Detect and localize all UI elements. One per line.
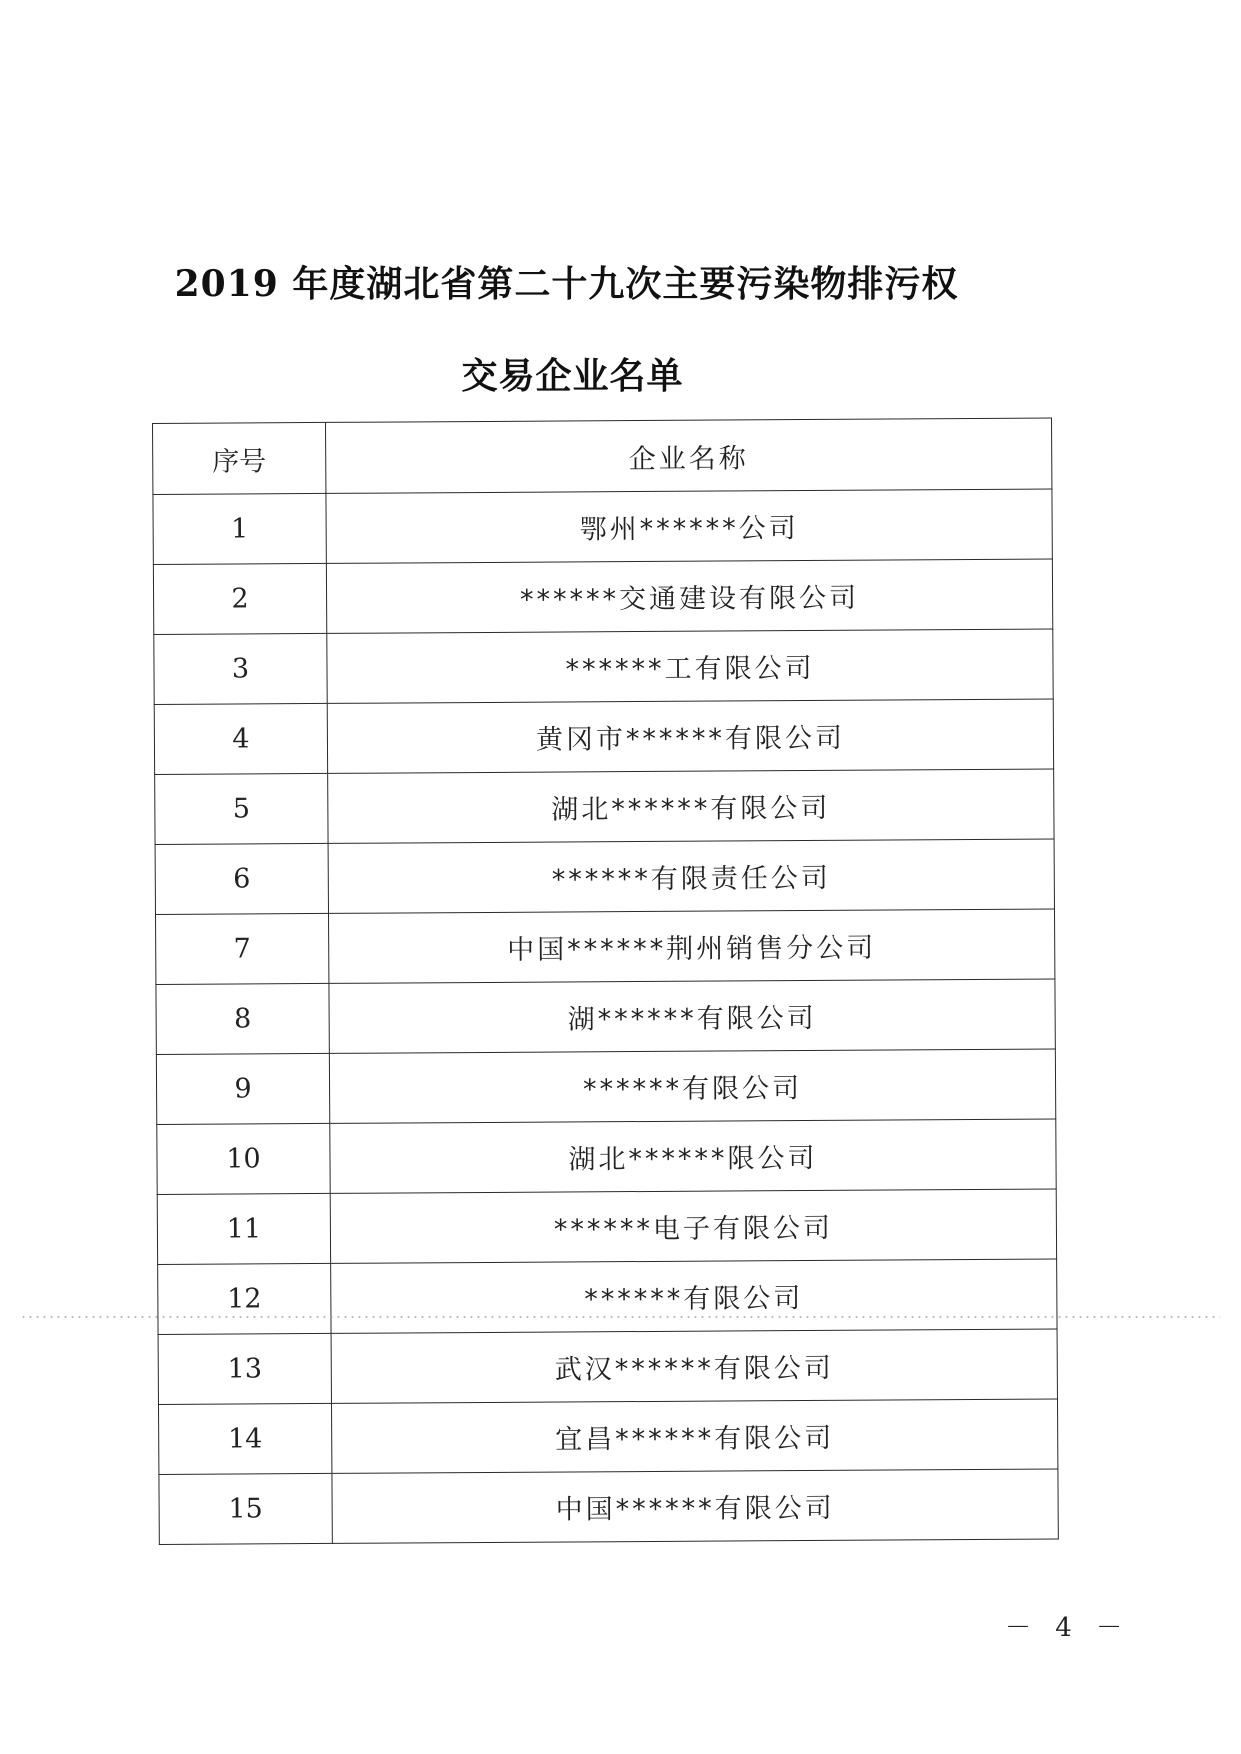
row-seq: 5 bbox=[155, 773, 328, 844]
row-seq: 15 bbox=[159, 1473, 332, 1544]
page-number: － 4 － bbox=[1005, 1613, 1131, 1643]
row-seq: 4 bbox=[154, 703, 327, 774]
document-title-line-1: 2019 年度湖北省第二十九次主要污染物排污权 bbox=[174, 263, 959, 305]
enterprise-list-table bbox=[152, 418, 1059, 1545]
row-enterprise-name: ******有限公司 bbox=[331, 1259, 1057, 1333]
row-enterprise-name: ******有限责任公司 bbox=[328, 839, 1054, 913]
table-row bbox=[153, 559, 1052, 634]
table-row bbox=[156, 1049, 1055, 1124]
row-seq: 9 bbox=[156, 1053, 329, 1124]
row-enterprise-name: ******电子有限公司 bbox=[330, 1189, 1056, 1263]
row-enterprise-name: ******工有限公司 bbox=[327, 629, 1053, 703]
row-enterprise-name: 湖******有限公司 bbox=[329, 979, 1055, 1053]
row-seq: 7 bbox=[156, 913, 329, 984]
row-seq: 11 bbox=[157, 1193, 330, 1264]
table-row bbox=[157, 1189, 1056, 1264]
row-enterprise-name: ******有限公司 bbox=[329, 1049, 1055, 1123]
row-enterprise-name: 湖北******有限公司 bbox=[328, 769, 1054, 843]
document-title-line-2: 交易企业名单 bbox=[461, 355, 684, 397]
row-seq: 14 bbox=[158, 1403, 331, 1474]
row-seq: 10 bbox=[157, 1123, 330, 1194]
header-name: 企业名称 bbox=[325, 418, 1051, 493]
table-header-row bbox=[153, 418, 1052, 494]
table-row bbox=[156, 979, 1055, 1054]
row-seq: 2 bbox=[153, 563, 326, 634]
table-row bbox=[157, 1119, 1056, 1194]
table-row bbox=[159, 1469, 1058, 1544]
row-enterprise-name: 武汉******有限公司 bbox=[331, 1329, 1057, 1403]
row-seq: 13 bbox=[158, 1333, 331, 1404]
row-enterprise-name: 宜昌******有限公司 bbox=[331, 1399, 1057, 1473]
row-enterprise-name: 中国******有限公司 bbox=[332, 1469, 1058, 1543]
table-row bbox=[156, 909, 1055, 984]
table-row bbox=[158, 1259, 1057, 1334]
table-row bbox=[158, 1329, 1057, 1404]
row-seq: 6 bbox=[155, 843, 328, 914]
scan-artifact-dotted-line bbox=[20, 1315, 1220, 1319]
table-row bbox=[153, 489, 1052, 564]
row-enterprise-name: 鄂州******公司 bbox=[326, 489, 1052, 563]
table-row bbox=[154, 629, 1053, 704]
table-row bbox=[155, 839, 1054, 914]
row-seq: 12 bbox=[158, 1263, 331, 1334]
table-row bbox=[158, 1399, 1057, 1474]
row-enterprise-name: 湖北******限公司 bbox=[330, 1119, 1056, 1193]
row-seq: 8 bbox=[156, 983, 329, 1054]
row-enterprise-name: ******交通建设有限公司 bbox=[326, 559, 1052, 633]
row-enterprise-name: 黄冈市******有限公司 bbox=[327, 699, 1053, 773]
table-row bbox=[155, 769, 1054, 844]
table-row bbox=[154, 699, 1053, 774]
header-seq: 序号 bbox=[153, 422, 326, 494]
row-seq: 3 bbox=[154, 633, 327, 704]
row-enterprise-name: 中国******荆州销售分公司 bbox=[328, 909, 1054, 983]
row-seq: 1 bbox=[153, 493, 326, 564]
